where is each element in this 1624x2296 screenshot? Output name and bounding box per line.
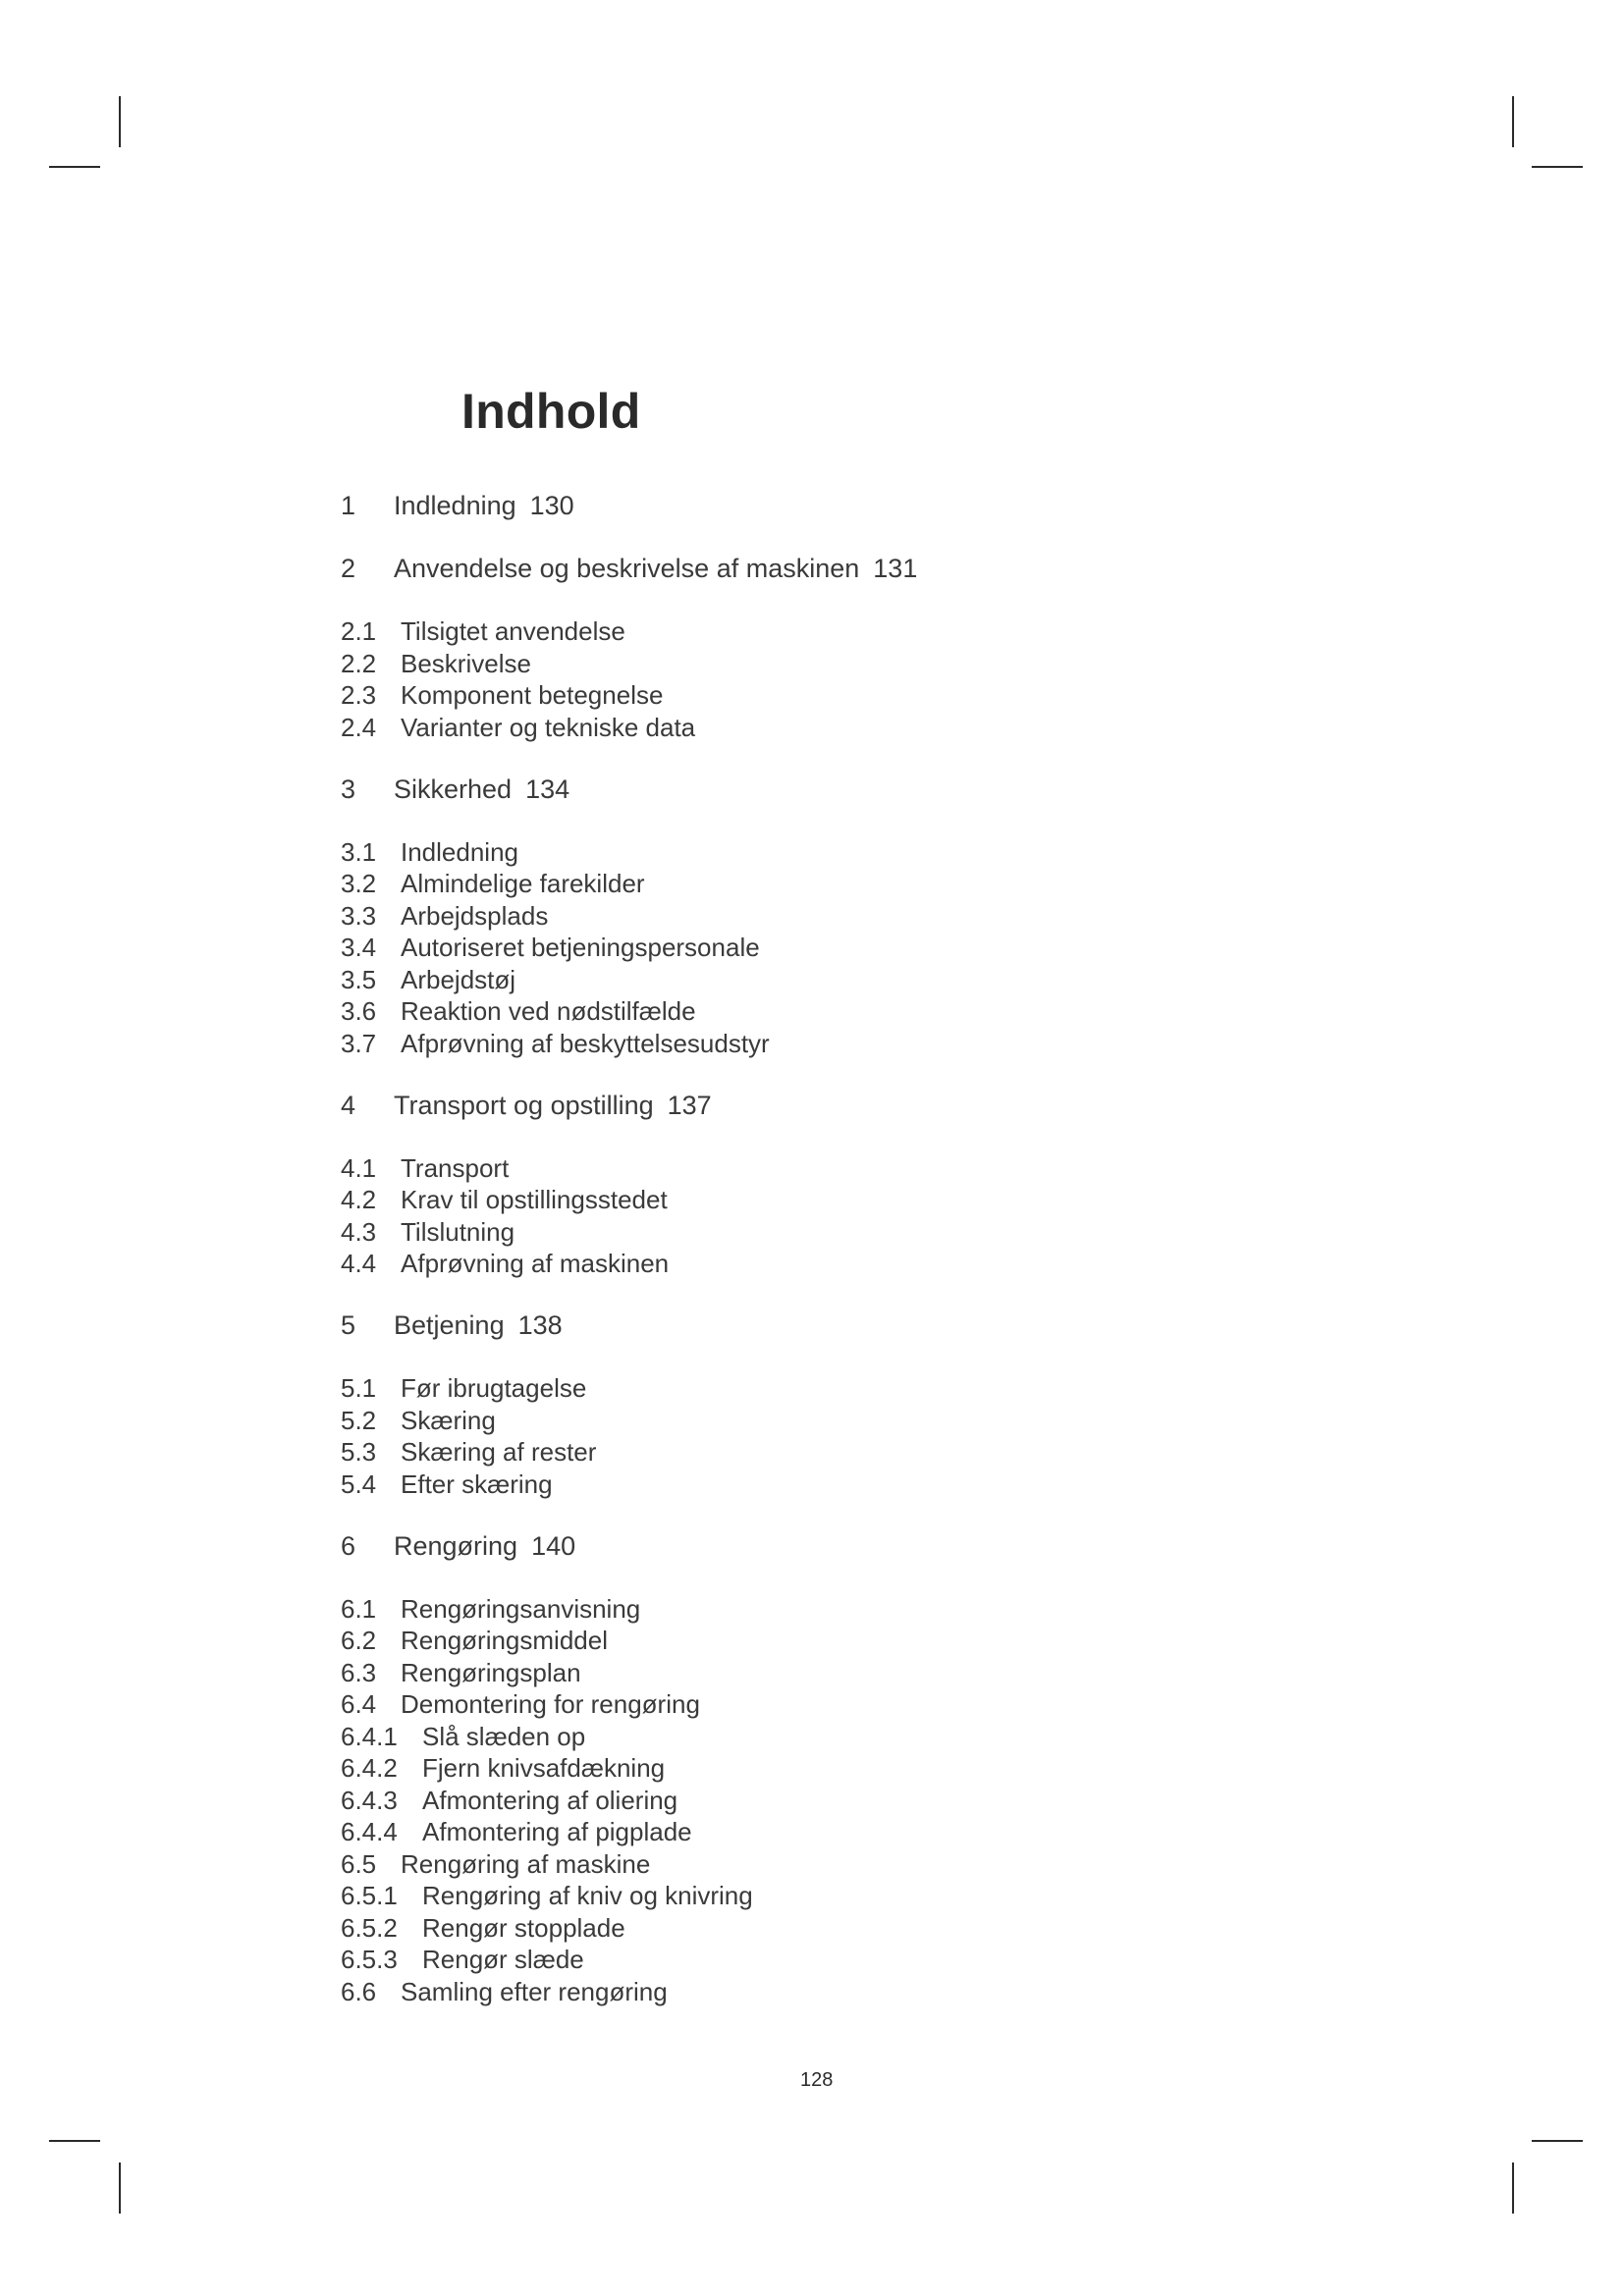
toc-section-title: Indledning bbox=[401, 836, 518, 867]
toc-section-title: Afmontering af oliering bbox=[422, 1785, 678, 1815]
toc-chapter-title: Betjening 138 bbox=[394, 1310, 563, 1340]
toc-section-number: 6.1 bbox=[341, 1593, 377, 1624]
toc-section-title: Transport bbox=[401, 1152, 510, 1183]
toc-section-title: Rengøringsanvisning bbox=[401, 1593, 641, 1624]
toc-section-title: Skæring af rester bbox=[401, 1437, 597, 1467]
toc-section-title: Almindelige farekilder bbox=[401, 869, 645, 898]
toc-section-title: Komponent betegnelse bbox=[401, 680, 664, 710]
toc-section-number: 3.5 bbox=[341, 964, 377, 994]
crop-mark-top-right-horizontal bbox=[1532, 166, 1583, 168]
toc-section-title: Afprøvning af beskyttelsesudstyr bbox=[401, 1028, 770, 1058]
toc-section-number: 6.4.4 bbox=[341, 1817, 398, 1846]
page-title: Indhold bbox=[461, 384, 641, 439]
toc-section-number: 4.2 bbox=[341, 1185, 377, 1214]
toc-section-title: Tilsigtet anvendelse bbox=[401, 616, 625, 646]
toc-chapter-number: 1 bbox=[341, 491, 356, 520]
toc-section-number: 6.6 bbox=[341, 1976, 377, 2006]
toc-chapter-title: Sikkerhed 134 bbox=[394, 774, 570, 804]
crop-mark-bottom-right-horizontal bbox=[1532, 2140, 1583, 2142]
toc-section-number: 4.3 bbox=[341, 1216, 377, 1247]
toc-section-title: Arbejdstøj bbox=[401, 964, 516, 994]
toc-section-title: Afprøvning af maskinen bbox=[401, 1249, 670, 1278]
toc-chapter-page: 131 bbox=[873, 554, 918, 583]
toc-chapter-number: 6 bbox=[341, 1530, 356, 1561]
crop-mark-top-left-vertical bbox=[119, 96, 121, 147]
toc-section-title: Skæring bbox=[401, 1405, 496, 1435]
toc-section-number: 6.4 bbox=[341, 1689, 377, 1719]
toc-chapter-number: 5 bbox=[341, 1310, 356, 1340]
toc-chapter-page: 138 bbox=[517, 1310, 563, 1340]
toc-section-number: 5.1 bbox=[341, 1373, 377, 1403]
toc-section-number: 6.4.2 bbox=[341, 1753, 398, 1783]
toc-section-number: 2.1 bbox=[341, 616, 377, 646]
toc-chapter-page: 137 bbox=[667, 1090, 712, 1120]
toc-section-number: 3.4 bbox=[341, 933, 377, 962]
toc-section-title: Tilslutning bbox=[401, 1216, 515, 1247]
toc-chapter-title: Anvendelse og beskrivelse af maskinen 131 bbox=[394, 554, 918, 583]
toc-section-title: Beskrivelse bbox=[401, 648, 531, 678]
toc-section-number: 5.3 bbox=[341, 1437, 377, 1467]
toc-section-title: Samling efter rengøring bbox=[401, 1976, 668, 2006]
toc-chapter-title: Rengøring 140 bbox=[394, 1530, 576, 1561]
toc-section-number: 2.2 bbox=[341, 648, 377, 678]
toc-section-number: 3.6 bbox=[341, 996, 377, 1026]
toc-section-title: Varianter og tekniske data bbox=[401, 712, 696, 742]
toc-section-number: 6.5.3 bbox=[341, 1945, 398, 1974]
toc-section-number: 6.5.1 bbox=[341, 1881, 398, 1910]
toc-section-title: Rengøring af kniv og knivring bbox=[422, 1881, 753, 1910]
toc-section-title: Demontering for rengøring bbox=[401, 1689, 700, 1719]
toc-section-number: 5.4 bbox=[341, 1468, 377, 1499]
crop-mark-top-left-horizontal bbox=[49, 166, 100, 168]
toc-section-number: 4.4 bbox=[341, 1249, 377, 1278]
toc-section-number: 6.5 bbox=[341, 1848, 377, 1879]
toc-section-title: Rengøring af maskine bbox=[401, 1848, 651, 1879]
toc-chapter-title: Indledning 130 bbox=[394, 491, 574, 520]
toc-section-number: 2.4 bbox=[341, 712, 377, 742]
toc-section-title: Rengør slæde bbox=[422, 1945, 584, 1974]
toc-section-title: Før ibrugtagelse bbox=[401, 1373, 587, 1403]
toc-section-number: 3.2 bbox=[341, 869, 377, 898]
toc-chapter-page: 140 bbox=[531, 1530, 576, 1561]
toc-chapter-number: 2 bbox=[341, 554, 356, 583]
page-number: 128 bbox=[800, 2069, 834, 2091]
toc-section-title: Efter skæring bbox=[401, 1468, 553, 1499]
toc-section-title: Afmontering af pigplade bbox=[422, 1817, 692, 1846]
toc-section-number: 3.7 bbox=[341, 1028, 377, 1058]
toc-section-title: Autoriseret betjeningspersonale bbox=[401, 933, 760, 962]
toc-section-title: Slå slæden op bbox=[422, 1721, 586, 1751]
toc-section-title: Arbejdsplads bbox=[401, 900, 549, 931]
toc-section-number: 6.5.2 bbox=[341, 1912, 398, 1943]
toc-chapter-number: 3 bbox=[341, 774, 356, 804]
toc-chapter-page: 130 bbox=[529, 491, 574, 520]
toc-section-number: 4.1 bbox=[341, 1152, 377, 1183]
toc-section-title: Fjern knivsafdækning bbox=[422, 1753, 666, 1783]
toc-section-title: Rengør stopplade bbox=[422, 1912, 625, 1943]
toc-section-number: 6.4.3 bbox=[341, 1785, 398, 1815]
toc-section-number: 6.2 bbox=[341, 1626, 377, 1655]
toc-section-title: Krav til opstillingsstedet bbox=[401, 1185, 668, 1214]
crop-mark-bottom-left-vertical bbox=[119, 2163, 121, 2214]
toc-chapter-title: Transport og opstilling 137 bbox=[394, 1090, 712, 1120]
toc-section-number: 5.2 bbox=[341, 1405, 377, 1435]
crop-mark-bottom-left-horizontal bbox=[49, 2140, 100, 2142]
crop-mark-bottom-right-vertical bbox=[1512, 2163, 1514, 2214]
toc-section-number: 3.3 bbox=[341, 900, 377, 931]
toc-section-title: Rengøringsplan bbox=[401, 1657, 581, 1687]
toc-section-number: 6.3 bbox=[341, 1657, 377, 1687]
toc-section-title: Reaktion ved nødstilfælde bbox=[401, 996, 696, 1026]
toc-section-number: 2.3 bbox=[341, 680, 377, 710]
toc-section-title: Rengøringsmiddel bbox=[401, 1626, 608, 1655]
toc-chapter-number: 4 bbox=[341, 1090, 356, 1120]
crop-mark-top-right-vertical bbox=[1512, 96, 1514, 147]
toc-section-number: 6.4.1 bbox=[341, 1721, 398, 1751]
toc-chapter-page: 134 bbox=[525, 774, 570, 804]
toc-section-number: 3.1 bbox=[341, 836, 377, 867]
